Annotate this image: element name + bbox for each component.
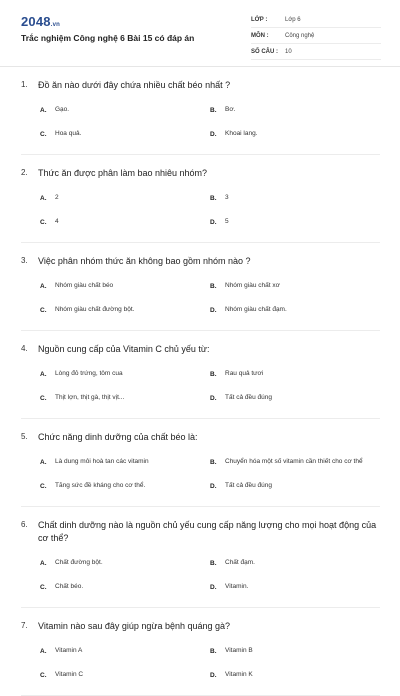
option-text: 5 [225, 218, 229, 225]
question-header [21, 419, 380, 444]
question-text: Thức ăn được phân làm bao nhiêu nhóm? [38, 168, 208, 178]
option-text: Gạo. [55, 106, 70, 113]
answer-option[interactable] [210, 663, 380, 687]
question-text: Chất dinh dưỡng nào là nguồn chủ yếu cung cấp năng lượng cho mọi hoạt động của cơ thể? [38, 520, 377, 543]
option-text: Bơ. [225, 106, 236, 113]
option-letter: C. [40, 671, 47, 679]
option-letter: B. [210, 194, 217, 202]
answer-option[interactable] [210, 386, 380, 410]
answer-option[interactable] [210, 551, 380, 575]
option-text: Vitamin A [55, 647, 83, 654]
option-letter: A. [40, 647, 47, 655]
answer-option[interactable] [210, 186, 380, 210]
answer-options [21, 92, 380, 154]
option-letter: A. [40, 458, 47, 466]
answer-option[interactable] [40, 362, 210, 386]
question-number: 1. [21, 80, 28, 89]
option-text: Chất đạm. [225, 559, 255, 566]
option-letter: B. [210, 559, 217, 567]
site-logo[interactable] [21, 14, 60, 29]
option-letter: C. [40, 218, 47, 226]
option-letter: A. [40, 282, 47, 290]
option-text: Chuyển hóa một số vitamin cần thiết cho cơ thể [225, 458, 363, 465]
question-text: Việc phân nhóm thức ăn không bao gồm nhóm nào ? [38, 256, 251, 266]
option-letter: D. [210, 583, 217, 591]
answer-option[interactable] [40, 298, 210, 322]
answer-option[interactable] [40, 551, 210, 575]
question-item [21, 67, 380, 155]
option-text: Vitamin K [225, 671, 253, 678]
option-text: Vitamin. [225, 583, 249, 590]
option-letter: B. [210, 106, 217, 114]
option-text: Vitamin C [55, 671, 84, 678]
answer-option[interactable] [210, 298, 380, 322]
option-text: Tất cả đều đúng [225, 394, 272, 401]
option-text: Nhóm giàu chất xơ [225, 282, 280, 289]
option-text: Hoa quả. [55, 130, 82, 137]
answer-option[interactable] [40, 386, 210, 410]
option-text: Khoai lang. [225, 130, 258, 137]
answer-option[interactable] [40, 274, 210, 298]
answer-option[interactable] [210, 450, 380, 474]
question-number: 4. [21, 344, 28, 353]
meta-row-subject [251, 28, 381, 44]
option-letter: B. [210, 647, 217, 655]
question-item [21, 608, 380, 696]
answer-option[interactable] [210, 575, 380, 599]
option-text: Chất béo. [55, 583, 84, 590]
meta-value: Lớp 6 [285, 16, 301, 23]
option-text: Chất đường bột. [55, 559, 103, 566]
question-header [21, 155, 380, 180]
answer-options [21, 444, 380, 506]
answer-options [21, 633, 380, 695]
answer-option[interactable] [210, 98, 380, 122]
option-letter: A. [40, 370, 47, 378]
question-list [0, 67, 400, 696]
answer-options [21, 180, 380, 242]
answer-option[interactable] [210, 639, 380, 663]
option-letter: B. [210, 370, 217, 378]
option-letter: D. [210, 218, 217, 226]
answer-option[interactable] [40, 122, 210, 146]
question-header [21, 608, 380, 633]
question-text: Nguồn cung cấp của Vitamin C chủ yếu từ: [38, 344, 210, 354]
meta-value: 10 [285, 48, 292, 55]
option-letter: B. [210, 282, 217, 290]
question-text: Chức năng dinh dưỡng của chất béo là: [38, 432, 198, 442]
option-letter: A. [40, 194, 47, 202]
option-letter: D. [210, 482, 217, 490]
option-text: Là dung môi hoà tan các vitamin [55, 458, 149, 465]
option-text: Lòng đỏ trứng, tôm cua [55, 370, 123, 377]
answer-option[interactable] [210, 122, 380, 146]
question-number: 3. [21, 256, 28, 265]
option-text: 3 [225, 194, 229, 201]
option-text: Vitamin B [225, 647, 253, 654]
question-number: 2. [21, 168, 28, 177]
question-text: Vitamin nào sau đây giúp ngừa bệnh quáng gà? [38, 621, 231, 631]
option-letter: D. [210, 130, 217, 138]
option-text: Nhóm giàu chất đường bột. [55, 306, 135, 313]
answer-option[interactable] [40, 639, 210, 663]
question-item [21, 507, 380, 608]
answer-options [21, 268, 380, 330]
question-item [21, 419, 380, 507]
answer-option[interactable] [40, 210, 210, 234]
meta-value: Công nghệ [285, 32, 315, 39]
question-number: 5. [21, 432, 28, 441]
answer-option[interactable] [210, 210, 380, 234]
answer-options [21, 545, 380, 607]
option-text: Nhóm giàu chất béo [55, 282, 114, 289]
option-text: 2 [55, 194, 59, 201]
quiz-meta [251, 12, 381, 60]
option-letter: A. [40, 559, 47, 567]
meta-row-grade [251, 12, 381, 28]
option-text: Tăng sức đề kháng cho cơ thể. [55, 482, 146, 489]
option-letter: C. [40, 583, 47, 591]
option-letter: B. [210, 458, 217, 466]
question-item [21, 155, 380, 243]
question-item [21, 243, 380, 331]
option-letter: C. [40, 394, 47, 402]
answer-option[interactable] [210, 474, 380, 498]
option-text: Rau quả tươi [225, 370, 264, 377]
question-number: 6. [21, 520, 28, 529]
answer-options [21, 356, 380, 418]
option-letter: C. [40, 306, 47, 314]
option-letter: D. [210, 671, 217, 679]
option-letter: A. [40, 106, 47, 114]
option-text: 4 [55, 218, 59, 225]
meta-row-count [251, 44, 381, 60]
answer-option[interactable] [40, 663, 210, 687]
answer-option[interactable] [40, 186, 210, 210]
option-text: Tất cả đều đúng [225, 482, 272, 489]
answer-option[interactable] [40, 474, 210, 498]
option-text: Nhóm giàu chất đạm. [225, 306, 287, 313]
option-text: Thịt lợn, thịt gà, thịt vịt... [55, 394, 125, 401]
logo-suffix: .vn [50, 22, 61, 28]
question-header [21, 243, 380, 268]
option-letter: D. [210, 306, 217, 314]
question-item [21, 331, 380, 419]
option-letter: C. [40, 482, 47, 490]
question-header [21, 67, 380, 92]
answer-option[interactable] [40, 450, 210, 474]
meta-key: MÔN : [251, 32, 269, 39]
answer-option[interactable] [210, 274, 380, 298]
page-header [0, 0, 400, 67]
question-header [21, 507, 380, 545]
question-number: 7. [21, 621, 28, 630]
question-text: Đồ ăn nào dưới đây chứa nhiều chất béo nhất ? [38, 80, 231, 90]
answer-option[interactable] [40, 98, 210, 122]
answer-option[interactable] [210, 362, 380, 386]
answer-option[interactable] [40, 575, 210, 599]
option-letter: C. [40, 130, 47, 138]
meta-key: SỐ CÂU : [251, 48, 278, 55]
option-letter: D. [210, 394, 217, 402]
meta-key: LỚP : [251, 16, 268, 23]
logo-main: 2048 [21, 14, 51, 29]
page-title: Trắc nghiệm Công nghệ 6 Bài 15 có đáp án [21, 33, 195, 43]
question-header [21, 331, 380, 356]
